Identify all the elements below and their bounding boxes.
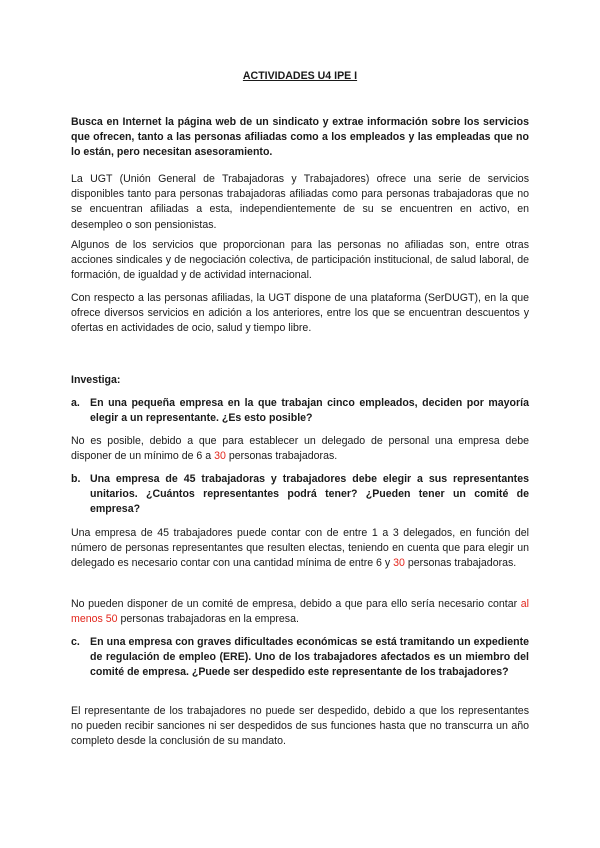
answer-b-2-text: No pueden disponer de un comité de empresa, debido a que para ello sería necesario contar	[71, 598, 521, 610]
answer-b-2-highlight: al menos 50	[71, 598, 529, 626]
answer-b-2-text-end: personas trabajadoras en la empresa.	[117, 613, 299, 626]
answer-a	[71, 434, 529, 464]
question-b-label: b.	[71, 473, 81, 485]
answer-c: El representante de los trabajadores no puede ser despedido, debido a que los representantes no pueden recibir sanciones ni ser despedidos de sus funciones hasta que no transcurra un año completo desde la conclusión de su mandato.	[71, 705, 529, 748]
question-a	[71, 396, 529, 426]
paragraph-non-affiliated: Algunos de los servicios que proporcionan para las personas no afiliadas son, entre otras acciones sindicales y de negociación colectiva, de participación institucional, de salud laboral, de formación, de igualdad y de actividad internacional.	[71, 239, 529, 282]
intro-prompt: Busca en Internet la página web de un sindicato y extrae información sobre los servicios que ofrecen, tanto a las personas afiliadas como a los empleados y las empleadas que no lo están, pero necesitan asesoramiento.	[71, 116, 529, 159]
answer-b-1-highlight: 30	[393, 557, 405, 570]
question-a-text: En una pequeña empresa en la que trabajan cinco empleados, deciden por mayoría elegir a un representante. ¿Es esto posible?	[90, 397, 529, 425]
answer-b-2	[71, 597, 529, 627]
page-title: ACTIVIDADES U4 IPE I	[242, 70, 358, 82]
paragraph-ugt-services: La UGT (Unión General de Trabajadoras y Trabajadores) ofrece una serie de servicios disponibles tanto para personas trabajadoras afiliadas como para personas trabajadoras que no se encuentran afiliadas a esta, independientemente de su se encuentren en activo, en desempleo o son pensionistas.	[71, 173, 529, 231]
question-c-text: En una empresa con graves dificultades económicas se está tramitando un expediente de regulación de empleo (ERE). Uno de los trabajadores afectados es un miembro del comité de empresa. ¿Puede ser despedido este representante de los trabajadores?	[90, 636, 529, 679]
answer-a-highlight: 30	[214, 450, 226, 463]
question-a-label: a.	[71, 397, 80, 409]
question-c	[71, 635, 529, 681]
investiga-heading: Investiga:	[71, 374, 121, 386]
answer-b-1-text-end: personas trabajadoras.	[404, 557, 517, 570]
question-c-label: c.	[71, 636, 80, 648]
answer-b-1-text: Una empresa de 45 trabajadores puede contar con de entre 1 a 3 delegados, en función del número de personas representantes que resulten electas, teniendo en cuenta que para elegir un delegado es necesario contar con una cantidad mínima de entre 6 y	[71, 527, 529, 570]
answer-a-text: No es posible, debido a que para establecer un delegado de personal una empresa debe disponer de un mínimo de 6 a	[71, 435, 529, 463]
question-b-text: Una empresa de 45 trabajadoras y trabajadores debe elegir a sus representantes unitarios. ¿Cuántos representantes podrá tener? ¿Pueden tener un comité de empresa?	[90, 473, 529, 516]
answer-a-text-end: personas trabajadoras.	[225, 450, 338, 463]
answer-b-1	[71, 526, 529, 572]
question-b	[71, 472, 529, 518]
paragraph-affiliated: Con respecto a las personas afiliadas, la UGT dispone de una plataforma (SerDUGT), en la que ofrece diversos servicios en adición a los anteriores, entre los que se encuentran descuentos y ofertas en actividades de ocio, salud y tiempo libre.	[71, 292, 529, 335]
